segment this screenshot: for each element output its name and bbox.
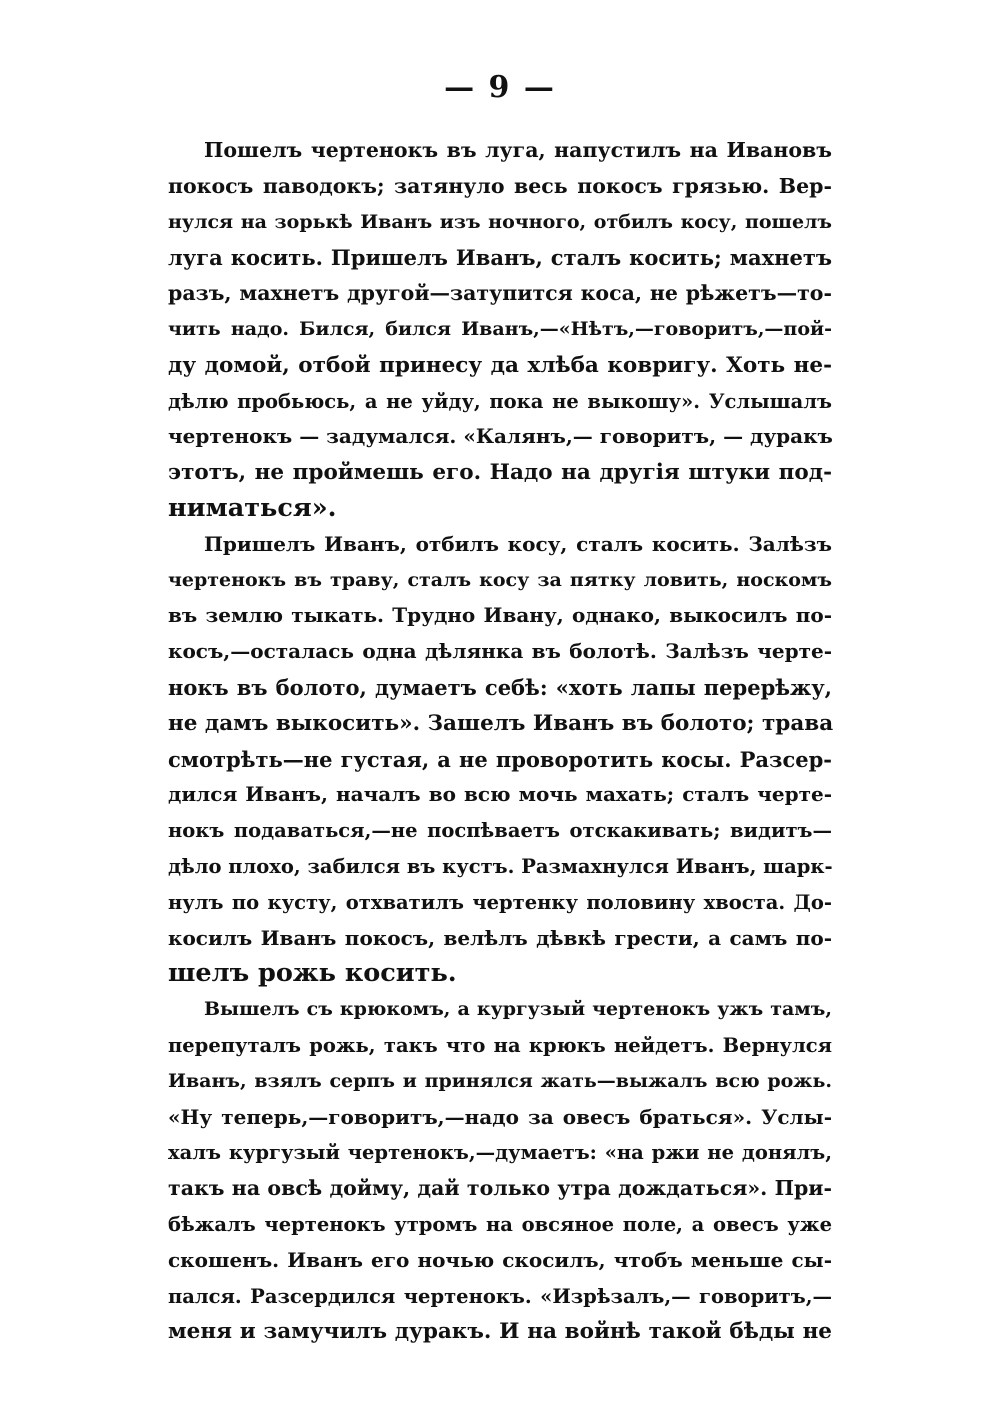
text-line: бѣжалъ чертенокъ утромъ на овсяное поле, а овесъ уже (168, 1212, 832, 1236)
text-line: нокъ въ болото, думаетъ себѣ: «хоть лапы перерѣжу, (168, 674, 832, 700)
text-line: шелъ рожь косить. (168, 958, 457, 989)
text-line: Пришелъ Иванъ, отбилъ косу, сталъ косить. Залѣзъ (204, 531, 832, 556)
text-line: ду домой, отбой принесу да хлѣба ковригу. Хоть не- (168, 352, 832, 378)
text-line: дѣлю пробьюсь, а не уйду, пока не выкошу». Услышалъ (168, 389, 832, 413)
text-line: косъ,—осталась одна дѣлянка въ болотѣ. Залѣзъ черте- (168, 639, 832, 664)
text-line: покосъ паводокъ; затянуло весь покосъ грязью. Вер- (168, 173, 832, 198)
text-line: нокъ подаваться,—не поспѣваетъ отскакивать; видитъ— (168, 819, 832, 843)
text-line: дился Иванъ, началъ во всю мочь махать; сталъ черте- (168, 782, 832, 807)
text-line: чертенокъ — задумался. «Калянъ,— говоритъ, — дуракъ (168, 424, 833, 449)
text-line: халъ кургузый чертенокъ,—думаетъ: «на ржи не донялъ, (168, 1141, 832, 1165)
page-number: — 9 — (444, 70, 556, 105)
text-line: въ землю тыкать. Трудно Ивану, однако, выкосилъ по- (168, 603, 832, 628)
text-line: косилъ Иванъ покосъ, велѣлъ дѣвкѣ грести, а самъ по- (168, 925, 832, 950)
text-line: луга косить. Пришелъ Иванъ, сталъ косить; махнетъ (168, 245, 832, 271)
text-line: «Ну теперь,—говоритъ,—надо за овесъ браться». Услы- (168, 1104, 832, 1129)
text-line: Иванъ, взялъ серпъ и принялся жать—выжалъ всю рожь. (168, 1069, 832, 1092)
text-line: этотъ, не проймешь его. Надо на другія штуки под- (168, 460, 832, 486)
text-line: чертенокъ въ траву, сталъ косу за пятку ловить, носкомъ (168, 568, 832, 591)
text-line: ниматься». (168, 492, 337, 523)
text-line: не дамъ выкосить». Зашелъ Иванъ въ болото; трава (168, 710, 834, 736)
text-line: такъ на овсѣ дойму, дай только утра дождаться». При- (168, 1176, 832, 1201)
text-line: смотрѣть—не густая, а не проворотить косы. Разсер- (168, 746, 832, 772)
paragraph (168, 992, 832, 1350)
body-text (168, 133, 832, 1350)
text-line: нулъ по кусту, отхватилъ чертенку половину хвоста. До- (168, 890, 832, 914)
text-line: дѣло плохо, забился въ кустъ. Размахнулся Иванъ, шарк- (168, 854, 833, 878)
text-line: разъ, махнетъ другой—затупится коса, не рѣжетъ—то- (168, 281, 832, 306)
text-line: пался. Разсердился чертенокъ. «Изрѣзалъ,— говоритъ,— (168, 1284, 832, 1308)
paragraph (168, 133, 832, 527)
text-line: Пошелъ чертенокъ въ луга, напустилъ на Ивановъ (204, 138, 832, 162)
text-line: скошенъ. Иванъ его ночью скосилъ, чтобъ меньше сы- (168, 1247, 832, 1272)
text-line: чить надо. Бился, бился Иванъ,—«Нѣтъ,—говоритъ,—пой- (168, 317, 832, 340)
text-line: меня и замучилъ дуракъ. И на войнѣ такой бѣды не (168, 1319, 832, 1345)
text-line: Вышелъ съ крюкомъ, а кургузый чертенокъ ужъ тамъ, (204, 998, 832, 1021)
paragraph (168, 527, 832, 992)
text-line: перепуталъ рожь, такъ что на крюкъ нейдетъ. Вернулся (168, 1033, 832, 1057)
text-line: нулся на зорькѣ Иванъ изъ ночного, отбилъ косу, пошелъ (168, 210, 832, 233)
